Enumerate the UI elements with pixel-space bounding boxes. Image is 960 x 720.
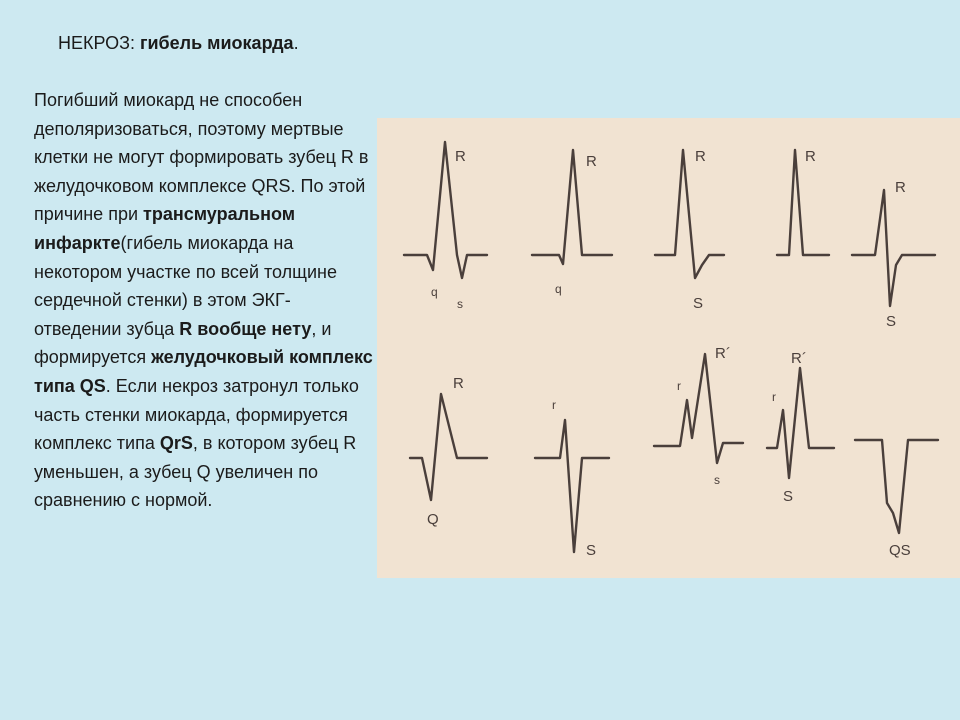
text-part-4: . Если некроз затронул только часть стенки миокарда, формируется комплекс типа: [34, 375, 359, 454]
ecg-complex-rs: [655, 150, 724, 278]
ecg-figure: [377, 118, 960, 578]
label-c2-q: q: [555, 282, 562, 296]
label-c6-q: Q: [427, 511, 439, 528]
label-c3-s: S: [693, 295, 704, 312]
text-part-2: (гибель миокарда на некотором участке по всей толщине сердечной стенки) в этом ЭКГ-отведении зубца: [34, 232, 337, 339]
label-c4-r: R: [805, 148, 816, 165]
label-c7-r: r: [552, 398, 556, 412]
text-bold-2: R вообще нету: [179, 318, 312, 339]
label-c9-r-prime: R´: [791, 350, 807, 367]
ecg-complex-r: [777, 150, 829, 255]
explanation-paragraph: [34, 86, 374, 515]
ecg-complex-rsr-prime: [654, 354, 743, 463]
label-c5-r: R: [895, 179, 906, 196]
label-c5-s: S: [886, 313, 897, 330]
ecg-complex-normal-qrs: [404, 142, 487, 278]
ecg-complex-rs-deep: [852, 190, 935, 306]
label-c8-r: r: [677, 379, 681, 393]
text-bold-4: QrS: [159, 433, 193, 454]
text-part-1: Погибший миокард не способен деполяризоваться, поэтому мертвые клетки не могут формировать зубец R в желудочковом комплексе QRS. По этой причине при: [34, 90, 369, 225]
text-bold-1: трансмуральном инфаркте: [34, 204, 296, 253]
title-suffix: .: [293, 33, 299, 53]
label-c8-r-prime: R´: [715, 345, 731, 362]
label-c9-s: S: [783, 488, 794, 505]
label-c9-r: r: [772, 390, 776, 404]
text-part-5: , в котором зубец R уменьшен, а зубец Q увеличен по сравнению с нормой.: [34, 433, 357, 511]
text-part-3: , и формируется: [34, 318, 332, 368]
label-c6-r: R: [453, 375, 464, 392]
ecg-complex-qr: [532, 150, 612, 264]
title-bold: гибель миокарда: [139, 33, 294, 53]
ecg-complex-rsr-prime-deep-s: [767, 368, 834, 478]
ecg-complex-qr-deep-q: [410, 394, 487, 500]
label-c8-s: s: [714, 473, 720, 487]
label-c1-q: q: [431, 285, 438, 299]
slide-title: [58, 33, 299, 54]
label-c1-r: R: [455, 148, 466, 165]
text-bold-3: желудочковый комплекс типа QS: [34, 347, 373, 396]
ecg-diagram: [377, 118, 960, 578]
label-c1-s: s: [457, 297, 463, 311]
label-c7-s: S: [586, 542, 597, 559]
label-c10-qs: QS: [889, 542, 911, 559]
label-c3-r: R: [695, 148, 706, 165]
ecg-complex-qs: [855, 440, 938, 533]
title-prefix: НЕКРОЗ:: [58, 33, 140, 53]
label-c2-r: R: [586, 153, 597, 170]
ecg-complex-rs-small-r: [535, 420, 609, 552]
